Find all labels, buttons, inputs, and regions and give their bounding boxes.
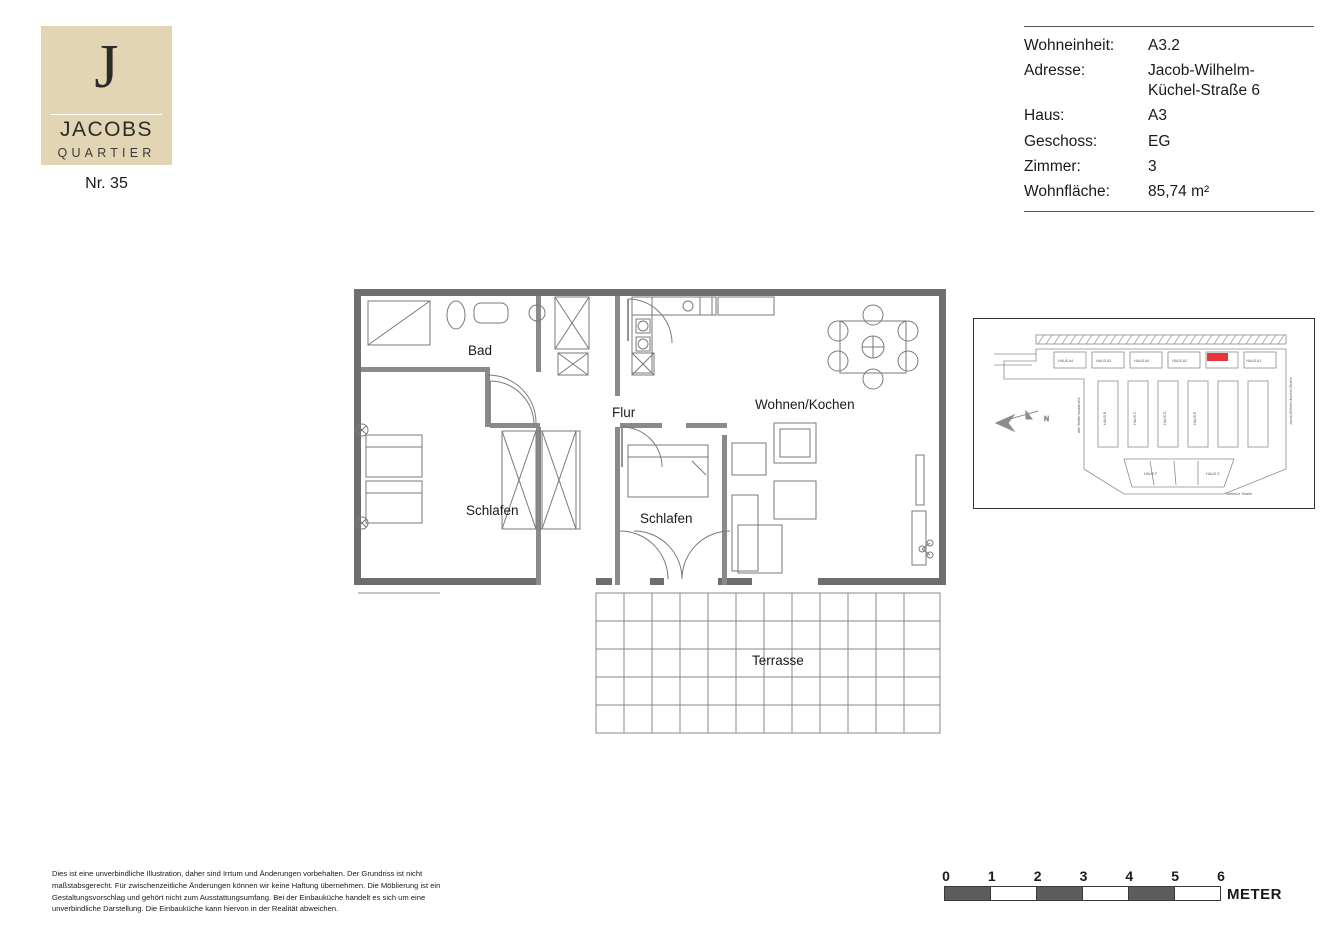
- svg-text:HAUS A2: HAUS A2: [1172, 359, 1188, 363]
- info-row-key: Haus:: [1024, 107, 1065, 125]
- scale-segment: [1175, 887, 1220, 900]
- scale-tick-label: 5: [1171, 868, 1180, 884]
- scale-tick-label: 3: [1079, 868, 1088, 884]
- info-row-value: Jacob-Wilhelm- Küchel-Straße 6: [1148, 62, 1260, 99]
- scale-segment: [991, 887, 1037, 900]
- logo-tile: [41, 26, 172, 165]
- scale-bar: [944, 886, 1221, 901]
- svg-text:HAUS B: HAUS B: [1103, 411, 1107, 425]
- scale-tick-label: 1: [987, 868, 996, 884]
- svg-text:HAUS A4: HAUS A4: [1134, 359, 1150, 363]
- info-row-key: Adresse:: [1024, 62, 1086, 80]
- site-map-drawing: [974, 319, 1312, 506]
- scale-segment: [945, 887, 991, 900]
- logo-divider: [51, 114, 162, 115]
- info-row: [1024, 27, 1314, 58]
- info-row-key: Wohneinheit:: [1024, 37, 1115, 54]
- scale-tick-labels: [944, 868, 1274, 886]
- svg-text:Alte Wetterhausstraße: Alte Wetterhausstraße: [1077, 397, 1081, 433]
- svg-text:HAUS C: HAUS C: [1133, 411, 1137, 425]
- scale-tick-label: 4: [1125, 868, 1134, 884]
- svg-text:HAUS E: HAUS E: [1193, 411, 1197, 425]
- svg-text:HAUS G: HAUS G: [1206, 472, 1220, 476]
- info-row-value: A3.2: [1148, 37, 1180, 54]
- scale-segment: [1037, 887, 1083, 900]
- logo-subtitle: QUARTIER: [57, 146, 156, 160]
- scale-tick-label: 6: [1217, 868, 1225, 884]
- svg-text:HAUS A3: HAUS A3: [1096, 359, 1112, 363]
- floor-plan: [340, 275, 960, 745]
- unit-info-table: [1024, 26, 1314, 212]
- svg-text:Jacob-Wilhelm-Küchel-Straße: Jacob-Wilhelm-Küchel-Straße: [1289, 377, 1293, 425]
- room-label: Wohnen/Kochen: [755, 397, 855, 412]
- scale-tick-label: 2: [1033, 868, 1042, 884]
- info-row: [1024, 154, 1314, 179]
- scale-unit-label: METER: [1227, 886, 1282, 903]
- info-row-key: Geschoss:: [1024, 132, 1098, 150]
- scale-segment: [1083, 887, 1129, 900]
- scale-tick-label: 0: [942, 868, 950, 884]
- info-row-value: 85,74 m²: [1148, 183, 1210, 201]
- scale-bar-block: [942, 868, 1282, 903]
- logo-monogram: J: [94, 33, 119, 101]
- info-row: [1024, 129, 1314, 154]
- room-label: Flur: [612, 405, 636, 420]
- info-row-key: Wohnfläche:: [1024, 183, 1110, 201]
- info-row: [1024, 103, 1314, 128]
- info-row-value: 3: [1148, 157, 1157, 175]
- info-row-value: EG: [1148, 132, 1171, 150]
- info-row: [1024, 58, 1314, 103]
- svg-text:N: N: [1044, 416, 1050, 423]
- svg-text:HAUS A1: HAUS A1: [1246, 359, 1262, 363]
- svg-text:HAUS D: HAUS D: [1163, 411, 1167, 425]
- floor-plan-drawing: [340, 275, 960, 745]
- scale-segment: [1129, 887, 1175, 900]
- info-row: [1024, 179, 1314, 210]
- room-label: Schlafen: [466, 503, 519, 518]
- room-label: Terrasse: [752, 653, 804, 668]
- svg-text:Wetterlor Straße: Wetterlor Straße: [1226, 492, 1253, 496]
- svg-text:HAUS A4: HAUS A4: [1058, 359, 1074, 363]
- svg-text:HAUS F: HAUS F: [1144, 472, 1158, 476]
- highlighted-unit-marker: [1207, 353, 1228, 361]
- room-label: Schlafen: [640, 511, 693, 526]
- brand-logo-block: [41, 26, 172, 193]
- info-row-key: Zimmer:: [1024, 157, 1081, 175]
- unit-number-label: Nr. 35: [85, 175, 128, 192]
- logo-wordmark: JACOBS: [59, 118, 154, 141]
- site-map: [973, 318, 1315, 509]
- info-row-value: A3: [1148, 107, 1167, 125]
- room-label: Bad: [468, 343, 493, 358]
- disclaimer-text: Dies ist eine unverbindliche Illustration, daher sind Irrtum und Änderungen vorbehalten. Der Grundriss ist nicht maßstabsgerecht. Für zwischenzeitliche Änderungen können wir keine Haftung übernehmen. Die Möblierung ist ein Gestaltungsvorschlag und gehört nicht zum Ausstattungsumfang. Bei der Einbauküche handelt es sich um eine unverbindliche Darstellung. Die Einbauküche kann hiervon in der Realität abweichen.: [52, 869, 441, 914]
